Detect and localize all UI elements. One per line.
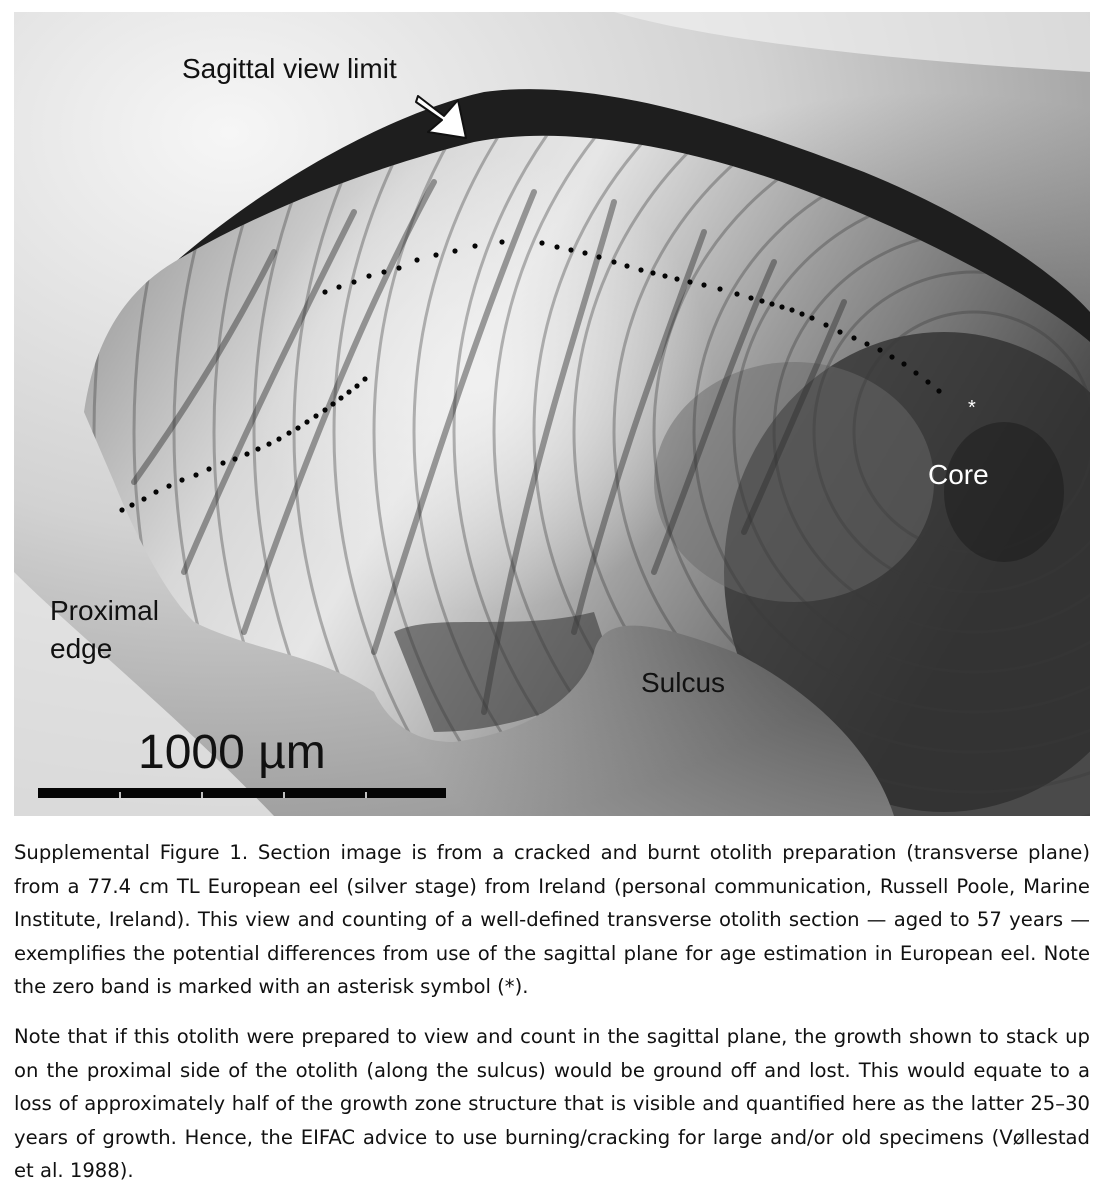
label-proximal-edge-line1: Proximal [50,595,159,626]
otolith-micrograph-figure [14,12,1090,816]
scale-bar-label: 1000 µm [138,726,326,779]
scale-bar [38,788,446,798]
figure-caption-paragraph-1: Supplemental Figure 1. Section image is from a cracked and burnt otolith preparation (transverse plane) from a 77.4 cm TL European eel (silver stage) from Ireland (personal communication, Russell Poole, Marine Institute, Ireland). This view and counting of a well-defined transverse otolith section — aged to 57 years — exemplifies the potential differences from use of the sagittal plane for age estimation in European eel. Note the zero band is marked with an asterisk symbol (*). [14,841,1090,998]
label-sagittal-view-limit: Sagittal view limit [182,53,397,84]
label-proximal-edge-line2: edge [50,633,113,664]
label-sulcus: Sulcus [641,667,726,698]
zero-band-asterisk: * [968,397,976,419]
label-core: Core [928,459,989,490]
figure-caption-paragraph-2: Note that if this otolith were prepared to view and count in the sagittal plane, the growth shown to stack up on the proximal side of the otolith (along the sulcus) would be ground off and lost. This would equate to a loss of approximately half of the growth zone structure that is visible and quantified here as the latter 25–30 years of growth. Hence, the EIFAC advice to use burning/cracking for large and/or old specimens (Vøllestad et al. 1988). [14,1025,1090,1182]
